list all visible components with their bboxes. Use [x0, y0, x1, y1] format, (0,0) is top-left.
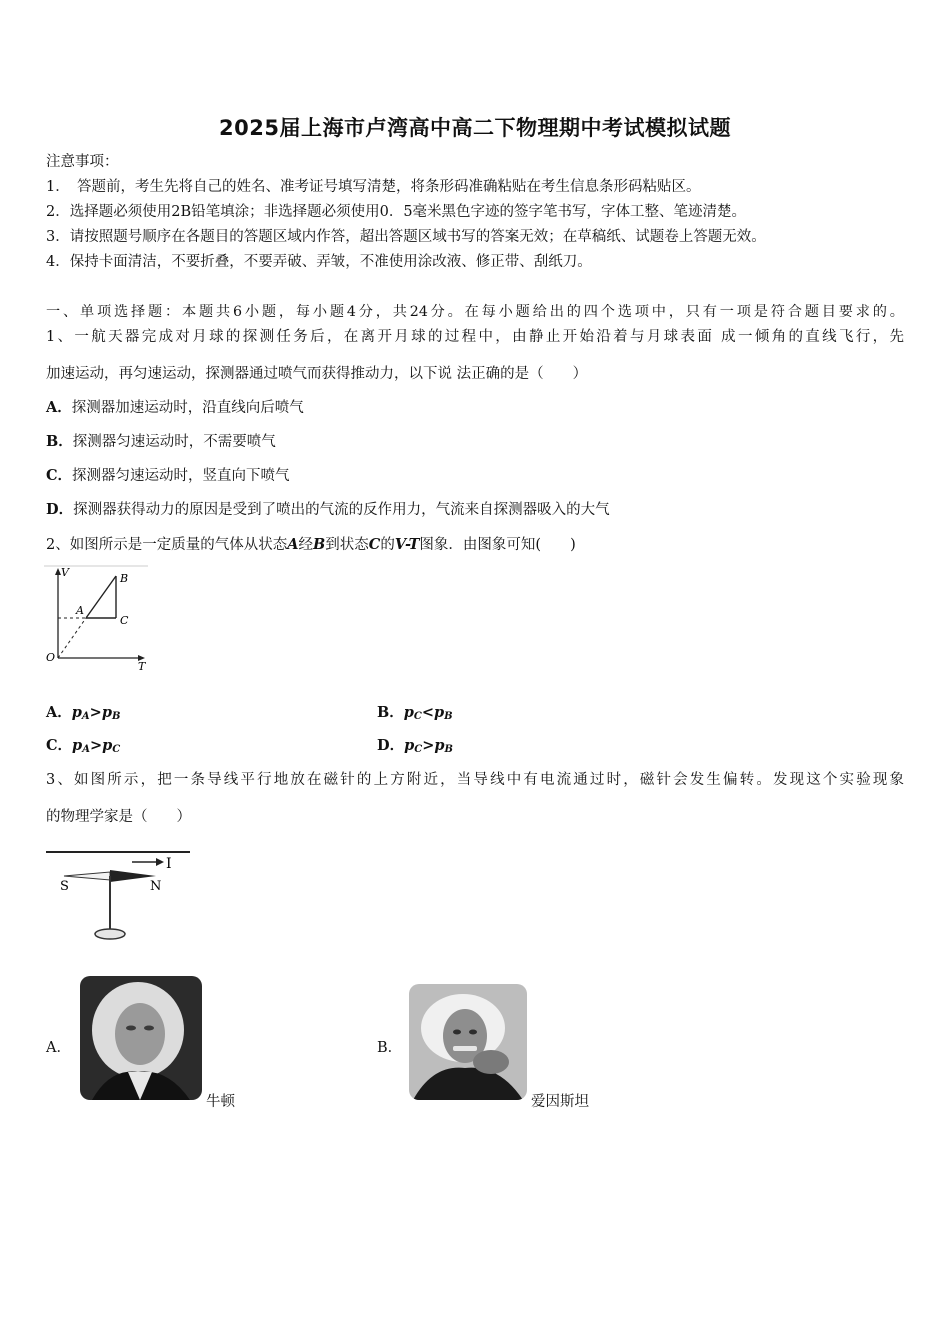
left-eye	[126, 1026, 136, 1031]
option-var: p	[101, 704, 112, 721]
option-label: B．	[46, 433, 73, 450]
q3-stem-line2: 的物理学家是（ ）	[46, 809, 191, 825]
section-heading: 一、单项选择题：本题共6小题，每小题4分，共24分。在每小题给出的四个选项中，只有一项是符合题目要求的。	[46, 304, 904, 320]
q2-option-b	[377, 703, 453, 727]
option-operator: <	[421, 704, 435, 721]
option-var: p	[434, 737, 445, 754]
option-var: p	[71, 704, 82, 721]
q3-option-a-label: A．	[46, 1040, 71, 1056]
option-label: D．	[377, 737, 405, 754]
point-label-b: B	[120, 572, 129, 585]
current-label: I	[166, 856, 172, 872]
q2-stem-part: 到状态	[325, 537, 369, 553]
right-eye	[144, 1026, 154, 1031]
option-label: C．	[46, 737, 73, 754]
option-operator: >	[89, 737, 103, 754]
option-sub: B	[111, 711, 121, 722]
compass-figure	[44, 846, 194, 944]
option-sub: C	[414, 744, 423, 755]
q3-option-a-caption: 牛顿	[206, 1094, 235, 1110]
current-arrow-head	[156, 858, 164, 866]
dashed-extension	[58, 618, 86, 658]
notice-item-3: 3．请按照题号顺序在各题目的答题区域内作答，超出答题区域书写的答案无效；在草稿纸、试题卷上答题无效。	[46, 229, 766, 245]
notice-item-4: 4．保持卡面清洁，不要折叠，不要弄破、弄皱，不准使用涂改液、修正带、刮纸刀。	[46, 254, 592, 270]
newton-portrait-image	[80, 976, 202, 1100]
point-label-c: C	[120, 614, 129, 627]
q1-stem-line1: 1、一航天器完成对月球的探测任务后，在离开月球的过程中，由静止开始沿着与月球表面 成一倾角的直线飞行，先	[46, 329, 904, 345]
option-var: p	[404, 737, 415, 754]
page-title: 2025届上海市卢湾高中高二下物理期中考试模拟试题	[219, 116, 731, 140]
option-text: 探测器获得动力的原因是受到了喷出的气流的反作用力，气流来自探测器吸入的大气	[73, 502, 610, 518]
axis-label-v: V	[61, 566, 69, 579]
q3-option-b-label: B．	[377, 1040, 403, 1056]
axis-label-t: T	[138, 660, 146, 673]
option-label: C．	[46, 467, 73, 484]
notice-item-2: 2．选择题必须使用2B铅笔填涂；非选择题必须使用0．5毫米黑色字迹的签字笔书写，字体工整、笔迹清楚。	[46, 204, 747, 220]
clasped-hands	[473, 1050, 509, 1074]
option-var: p	[102, 737, 113, 754]
q2-stem-state-b: B	[313, 536, 326, 553]
q1-option-d	[46, 500, 610, 520]
point-label-a: A	[76, 604, 84, 617]
notice-heading: 注意事项：	[46, 154, 119, 170]
option-operator: >	[89, 704, 102, 721]
option-label: B．	[377, 704, 404, 721]
q1-option-c	[46, 466, 290, 486]
q2-stem-part: 的	[380, 537, 395, 553]
line-a-to-b	[86, 576, 116, 618]
option-var: p	[434, 704, 445, 721]
einstein-portrait-image	[409, 984, 527, 1100]
origin-label: O	[46, 651, 56, 664]
stand-base	[95, 929, 125, 939]
left-eye	[453, 1030, 461, 1035]
option-label: A．	[46, 399, 72, 416]
q2-stem-state-c: C	[368, 536, 381, 553]
option-sub: C	[112, 744, 121, 755]
option-text: 探测器匀速运动时，竖直向下喷气	[72, 468, 290, 484]
q2-option-d	[377, 736, 453, 760]
q2-stem-part: 2、如图所示是一定质量的气体从状态	[46, 537, 288, 553]
q1-option-b	[46, 432, 276, 452]
right-eye	[469, 1030, 477, 1035]
option-sub: A	[81, 711, 90, 722]
option-sub: B	[444, 744, 453, 755]
north-label: N	[150, 879, 162, 894]
option-operator: >	[422, 737, 435, 754]
q2-option-c	[46, 736, 120, 760]
option-var: p	[403, 704, 414, 721]
option-label: A．	[46, 704, 72, 721]
q2-option-a	[46, 703, 120, 727]
vt-graph	[42, 564, 154, 674]
south-label: S	[60, 879, 69, 894]
q2-stem-vt: V-T	[394, 536, 420, 553]
q1-stem-line2: 加速运动，再匀速运动，探测器通过喷气而获得推动力，以下说 法正确的是（ ）	[46, 366, 588, 382]
q3-option-b-caption: 爱因斯坦	[531, 1094, 589, 1110]
option-sub: A	[82, 744, 90, 755]
q2-stem-part: 经	[298, 537, 313, 553]
option-text: 探测器匀速运动时，不需要喷气	[72, 434, 276, 450]
option-sub: C	[413, 711, 422, 722]
option-var: p	[72, 737, 83, 754]
option-sub: B	[444, 711, 453, 722]
option-label: D．	[46, 501, 74, 518]
mustache	[453, 1046, 477, 1051]
option-text: 探测器加速运动时，沿直线向后喷气	[71, 400, 304, 416]
q1-option-a	[46, 398, 304, 418]
face	[115, 1003, 165, 1065]
q3-stem-line1: 3、如图所示，把一条导线平行地放在磁针的上方附近，当导线中有电流通过时，磁针会发生偏转。发现这个实验现象	[46, 772, 904, 788]
q2-stem	[46, 535, 576, 555]
q2-stem-state-a: A	[287, 536, 299, 553]
q2-stem-part: 图象．由图象可知( )	[419, 537, 576, 553]
notice-item-1: 1． 答题前，考生先将自己的姓名、准考证号填写清楚，将条形码准确粘贴在考生信息条形码粘贴区。	[46, 179, 701, 195]
needle-south	[64, 872, 110, 880]
